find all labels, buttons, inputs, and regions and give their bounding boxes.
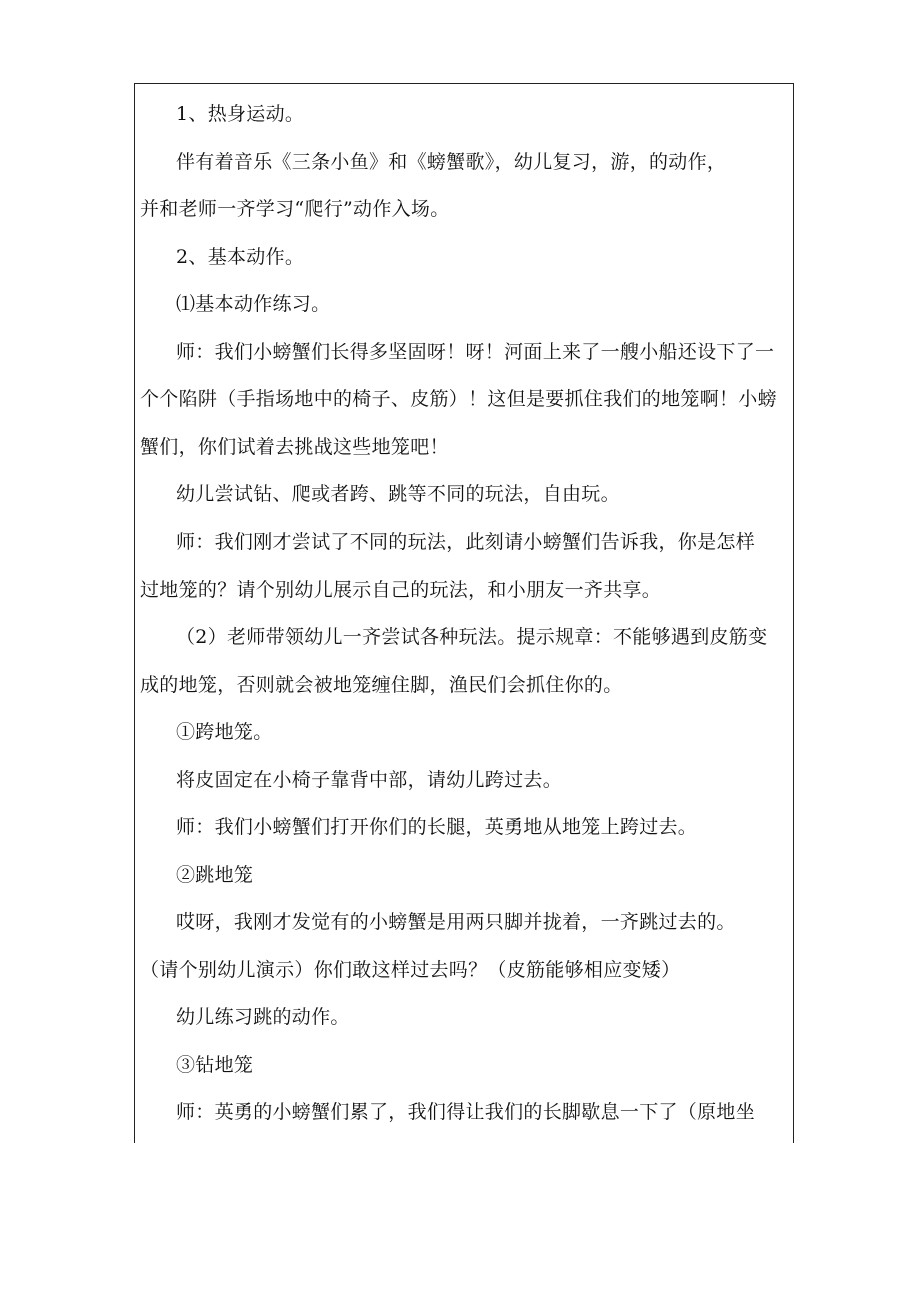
text-line-07: 个个陷阱（手指场地中的椅子、皮筋）！这但是要抓住我们的地笼啊！小螃 (140, 388, 777, 410)
text-line-19: （请个别幼儿演示）你们敢这样过去吗？（皮筋能够相应变矮） (140, 959, 681, 981)
text-line-18: 哎呀，我刚才发觉有的小螃蟹是用两只脚并拢着，一齐跳过去的。 (176, 911, 736, 933)
text-line-06: 师：我们小螃蟹们长得多坚固呀！呀！河面上来了一艘小船还设下了一 (176, 341, 775, 363)
text-line-13: 成的地笼，否则就会被地笼缠住脚，渔民们会抓住你的。 (140, 674, 623, 696)
text-line-08: 蟹们，你们试着去挑战这些地笼吧！ (140, 436, 449, 458)
text-line-09: 幼儿尝试钻、爬或者跨、跳等不同的玩法，自由玩。 (176, 483, 620, 505)
text-line-17: ②跳地笼 (176, 864, 254, 886)
text-line-10: 师：我们刚才尝试了不同的玩法，此刻请小螃蟹们告诉我，你是怎样 (176, 531, 756, 553)
text-line-22: 师：英勇的小螃蟹们累了，我们得让我们的长脚歇息一下了（原地坐 (176, 1101, 756, 1123)
text-line-01: 1、热身运动。 (176, 103, 305, 125)
text-line-02: 伴有着音乐《三条小鱼》和《螃蟹歌》，幼儿复习，游，的动作， (176, 151, 727, 173)
text-line-11: 过地笼的？请个别幼儿展示自己的玩法，和小朋友一齐共享。 (140, 579, 662, 601)
text-line-21: ③钻地笼 (176, 1054, 254, 1076)
text-line-16: 师：我们小螃蟹们打开你们的长腿，英勇地从地笼上跨过去。 (176, 816, 698, 838)
text-line-12: （2）老师带领幼儿一齐尝试各种玩法。提示规章：不能够遇到皮筋变 (176, 626, 768, 648)
text-line-05: ⑴基本动作练习。 (176, 293, 331, 315)
text-line-15: 将皮固定在小椅子靠背中部，请幼儿跨过去。 (176, 769, 563, 791)
text-line-03: 并和老师一齐学习“爬行”动作入场。 (140, 198, 450, 220)
text-line-20: 幼儿练习跳的动作。 (176, 1006, 350, 1028)
text-line-04: 2、基本动作。 (176, 246, 305, 268)
document-table-frame (134, 83, 794, 1143)
text-line-14: ①跨地笼。 (176, 721, 273, 743)
